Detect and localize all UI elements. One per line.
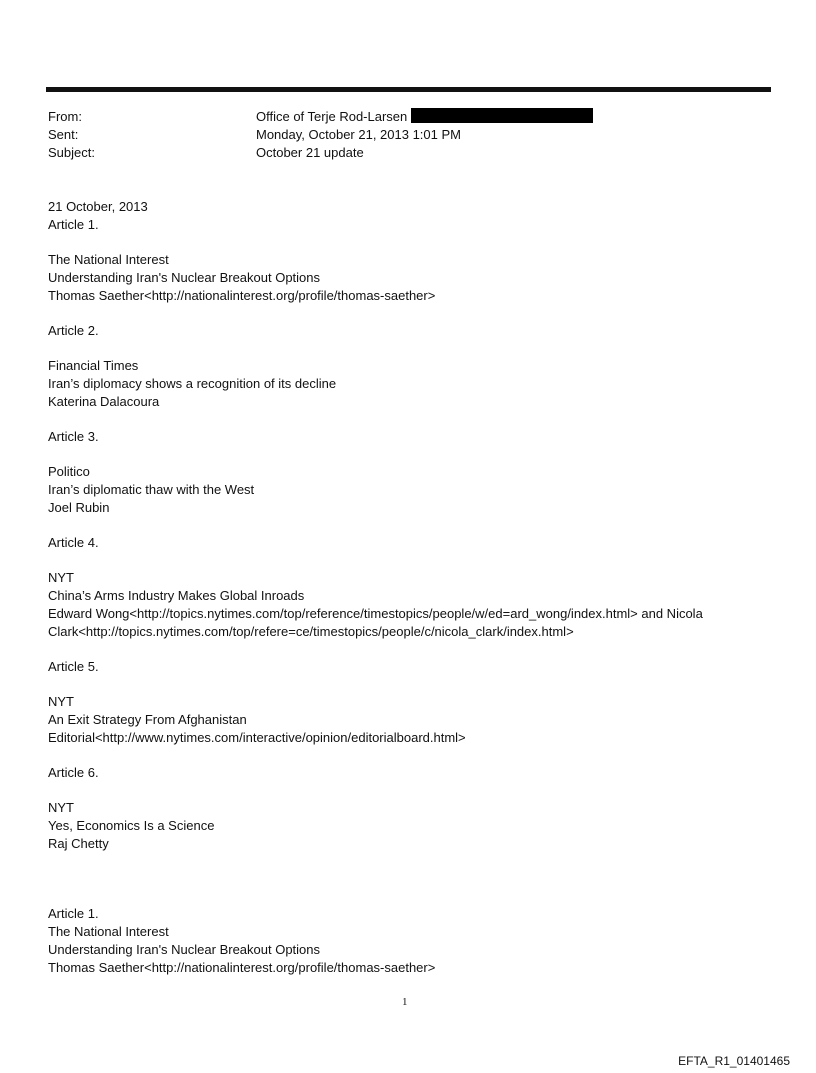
article-heading: Article 3. [48, 429, 99, 444]
article-publication: The National Interest [48, 252, 169, 267]
article-publication: NYT [48, 570, 74, 585]
subject-label: Subject: [48, 145, 95, 160]
article-title: China’s Arms Industry Makes Global Inroads [48, 588, 305, 603]
article-title: Understanding Iran's Nuclear Breakout Options [48, 270, 321, 285]
article-heading: Article 5. [48, 659, 99, 674]
sent-label: Sent: [48, 127, 79, 142]
article-heading: Article 2. [48, 323, 99, 338]
article-publication: The National Interest [48, 924, 169, 939]
article-title: An Exit Strategy From Afghanistan [48, 712, 247, 727]
article-author: Raj Chetty [48, 836, 109, 851]
article-author: Katerina Dalacoura [48, 394, 160, 409]
body-date: 21 October, 2013 [48, 199, 148, 214]
article-author: Thomas Saether<http://nationalinterest.org/profile/thomas-saether> [48, 960, 436, 975]
article-publication: NYT [48, 694, 74, 709]
article-heading: Article 6. [48, 765, 99, 780]
header-rule [46, 87, 771, 92]
email-body [48, 198, 778, 977]
article-heading: Article 1. [48, 217, 99, 232]
article-heading: Article 1. [48, 906, 99, 921]
article-title: Yes, Economics Is a Science [48, 818, 215, 833]
article-title: Understanding Iran's Nuclear Breakout Options [48, 942, 321, 957]
article-heading: Article 4. [48, 535, 99, 550]
article-publication: NYT [48, 800, 74, 815]
from-label: From: [48, 109, 82, 124]
article-publication: Financial Times [48, 358, 139, 373]
page-number: 1 [402, 996, 408, 1008]
article-publication: Politico [48, 464, 90, 479]
article-author: Thomas Saether<http://nationalinterest.org/profile/thomas-saether> [48, 288, 436, 303]
article-title: Iran’s diplomatic thaw with the West [48, 482, 255, 497]
article-title: Iran’s diplomacy shows a recognition of its decline [48, 376, 337, 391]
redaction-bar [411, 108, 593, 123]
article-author-cont: Clark<http://topics.nytimes.com/top/refere=ce/timestopics/people/c/nicola_clark/index.html> [48, 624, 574, 639]
article-author: Joel Rubin [48, 500, 110, 515]
from-text: Office of Terje Rod-Larsen [256, 109, 408, 124]
article-author: Editorial<http://www.nytimes.com/interactive/opinion/editorialboard.html> [48, 730, 466, 745]
subject-value: October 21 update [256, 145, 364, 160]
sent-value: Monday, October 21, 2013 1:01 PM [256, 127, 461, 142]
article-author: Edward Wong<http://topics.nytimes.com/top/reference/timestopics/people/w/ed=ard_wong/index.html> and Nicola [48, 606, 703, 621]
document-id: EFTA_R1_01401465 [678, 1054, 790, 1068]
from-value [256, 108, 593, 126]
